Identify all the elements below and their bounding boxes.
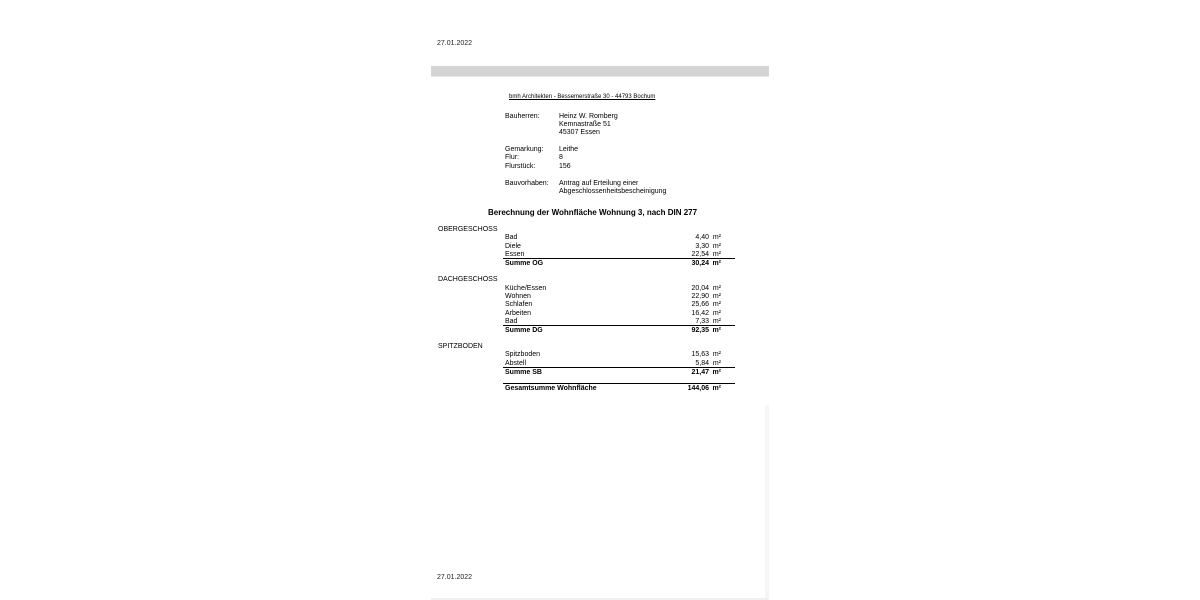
area-unit: m² xyxy=(712,301,721,308)
section-heading-og: OBERGESCHOSS xyxy=(438,226,498,233)
room-area: 22,90 xyxy=(691,293,709,300)
room-name: Schlafen xyxy=(505,301,533,308)
flur-label: Flur: xyxy=(505,154,519,161)
area-unit: m² xyxy=(712,327,721,334)
total-label: Gesamtsumme Wohnfläche xyxy=(505,385,597,392)
client-name: Heinz W. Romberg xyxy=(559,113,618,120)
room-area: 5,84 xyxy=(695,360,709,367)
area-unit: m² xyxy=(712,234,721,241)
area-unit: m² xyxy=(712,260,721,267)
sum-label: Summe OG xyxy=(505,260,544,267)
total-divider xyxy=(503,383,735,384)
room-area: 20,04 xyxy=(691,285,709,292)
area-unit: m² xyxy=(712,385,721,392)
room-name: Arbeiten xyxy=(505,310,532,317)
room-name: Küche/Essen xyxy=(505,285,547,292)
room-area: 3,30 xyxy=(695,243,709,250)
sum-divider xyxy=(503,258,735,259)
area-unit: m² xyxy=(712,251,721,258)
room-name: Diele xyxy=(505,243,521,250)
area-unit: m² xyxy=(712,310,721,317)
office-address-line: bmh Architekten - Bessemerstraße 30 - 44793 Bochum xyxy=(509,94,656,100)
area-unit: m² xyxy=(712,293,721,300)
page-edge xyxy=(765,405,769,600)
room-area: 25,66 xyxy=(691,301,709,308)
table-row xyxy=(505,310,721,318)
room-name: Wohnen xyxy=(505,293,531,300)
sum-row-og xyxy=(505,260,721,268)
table-row xyxy=(505,234,721,242)
table-row xyxy=(505,293,721,301)
table-row xyxy=(505,243,721,251)
room-area: 7,33 xyxy=(695,318,709,325)
area-unit: m² xyxy=(712,351,721,358)
page-separator-band xyxy=(431,66,769,77)
table-row xyxy=(505,351,721,359)
gemarkung-value: Leithe xyxy=(559,146,579,153)
total-row xyxy=(505,385,721,393)
project-line-2: Abgeschlossenheitsbescheinigung xyxy=(559,188,667,195)
room-name: Bad xyxy=(505,318,518,325)
room-name: Bad xyxy=(505,234,518,241)
date-bottom: 27.01.2022 xyxy=(437,574,473,581)
table-row xyxy=(505,285,721,293)
flurstueck-value: 156 xyxy=(559,163,571,170)
area-unit: m² xyxy=(712,369,721,376)
sum-divider xyxy=(503,367,735,368)
sum-value: 21,47 xyxy=(691,369,709,376)
area-unit: m² xyxy=(712,318,721,325)
date-top: 27.01.2022 xyxy=(437,40,473,47)
room-name: Spitzboden xyxy=(505,351,541,358)
area-unit: m² xyxy=(712,285,721,292)
area-unit: m² xyxy=(712,243,721,250)
room-name: Essen xyxy=(505,251,525,258)
area-unit: m² xyxy=(712,360,721,367)
sum-row-dg xyxy=(505,327,721,335)
client-street: Kemnastraße 51 xyxy=(559,121,611,128)
project-line-1: Antrag auf Erteilung einer xyxy=(559,180,639,187)
document-title: Berechnung der Wohnfläche Wohnung 3, nach DIN 277 xyxy=(488,208,698,217)
client-label: Bauherren: xyxy=(505,113,540,120)
room-area: 22,54 xyxy=(691,251,709,258)
room-area: 16,42 xyxy=(691,310,709,317)
flur-value: 8 xyxy=(559,154,563,161)
sum-label: Summe SB xyxy=(505,369,542,376)
gemarkung-label: Gemarkung: xyxy=(505,146,544,153)
sum-row-sb xyxy=(505,369,721,377)
table-row xyxy=(505,301,721,309)
total-value: 144,06 xyxy=(687,385,709,392)
sum-value: 92,35 xyxy=(691,327,709,334)
room-area: 4,40 xyxy=(695,234,709,241)
sum-value: 30,24 xyxy=(691,260,709,267)
room-area: 15,63 xyxy=(691,351,709,358)
project-label: Bauvorhaben: xyxy=(505,180,549,187)
flurstueck-label: Flurstück: xyxy=(505,163,536,170)
section-heading-sb: SPITZBODEN xyxy=(438,343,483,350)
client-city: 45307 Essen xyxy=(559,129,600,136)
sum-divider xyxy=(503,325,735,326)
section-heading-dg: DACHGESCHOSS xyxy=(438,276,498,283)
room-name: Abstell xyxy=(505,360,527,367)
sum-label: Summe DG xyxy=(505,327,543,334)
